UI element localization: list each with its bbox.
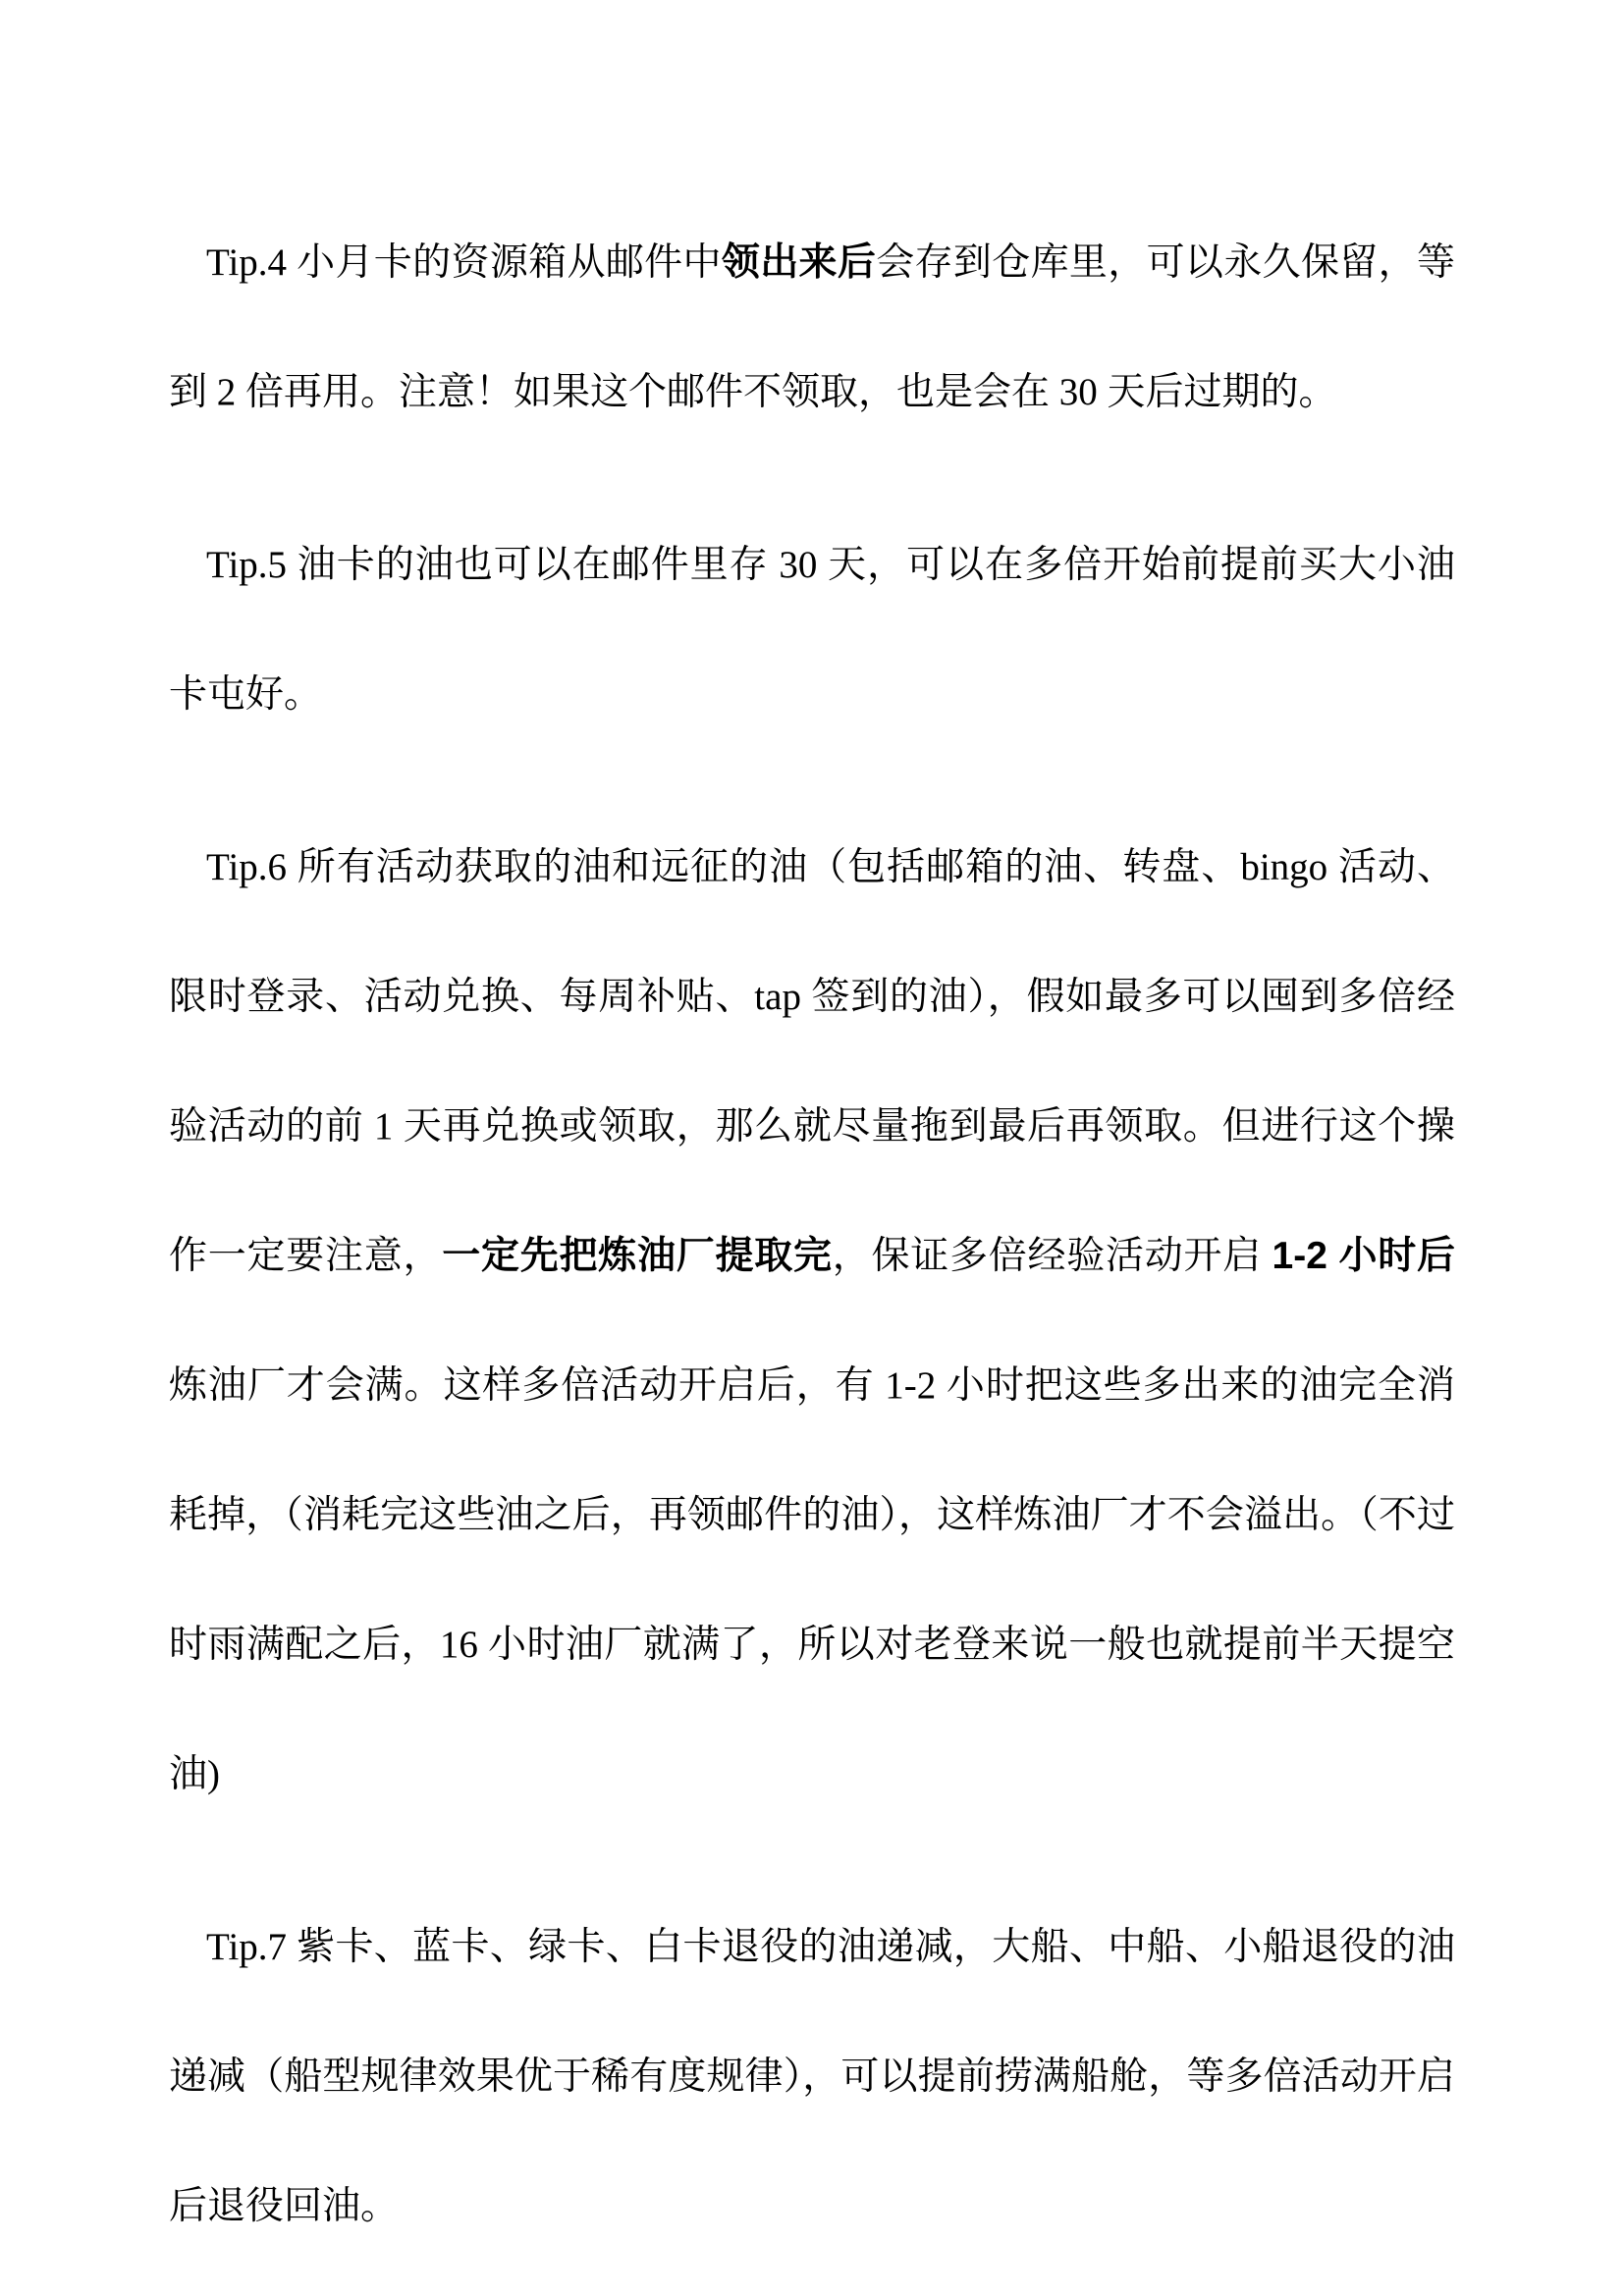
text-run: 会存到仓库里，可以永久保留，等到 2 倍再用。注意！如果这个邮件不领取，也是会在 30 天后过期的。	[169, 241, 1455, 413]
bold-text-run: 领出来后	[721, 241, 877, 284]
bold-text-run: 1-2 小时后	[1272, 1235, 1455, 1277]
bold-text-run: 一定先把炼油厂提取完	[442, 1235, 833, 1277]
paragraph-tip-7	[169, 1883, 1455, 2271]
text-run: Tip.4 小月卡的资源箱从邮件中	[206, 241, 722, 284]
text-run: 炼油厂才会满。这样多倍活动开启后，有 1-2 小时把这些多出来的油完全消耗掉，（消耗完这些油之后，再领邮件的油），这样炼油厂才不会溢出。（不过时雨满配之后，16 小时油厂就满了，所以对老登来说一般也就提前半天提空油)	[169, 1364, 1455, 1795]
paragraph-tip-6	[169, 803, 1455, 1840]
text-run: Tip.7 紫卡、蓝卡、绿卡、白卡退役的油递减，大船、中船、小船退役的油递减（船型规律效果优于稀有度规律），可以提前捞满船舱，等多倍活动开启后退役回油。	[169, 1926, 1455, 2227]
paragraph-tip-5	[169, 501, 1455, 760]
paragraph-tip-4	[169, 198, 1455, 457]
text-run: ，保证多倍经验活动开启	[832, 1235, 1272, 1277]
text-run: Tip.6 所有活动获取的油和远征的油（包括邮箱的油、转盘、bingo 活动、限时登录、活动兑换、每周补贴、tap 签到的油），假如最多可以囤到多倍经验活动的前 1 天再兑换或领取，那么就尽量拖到最后再领取。但进行这个操作一定要注意，	[169, 846, 1455, 1277]
text-run: Tip.5 油卡的油也可以在邮件里存 30 天，可以在多倍开始前提前买大小油卡屯好。	[169, 544, 1455, 716]
